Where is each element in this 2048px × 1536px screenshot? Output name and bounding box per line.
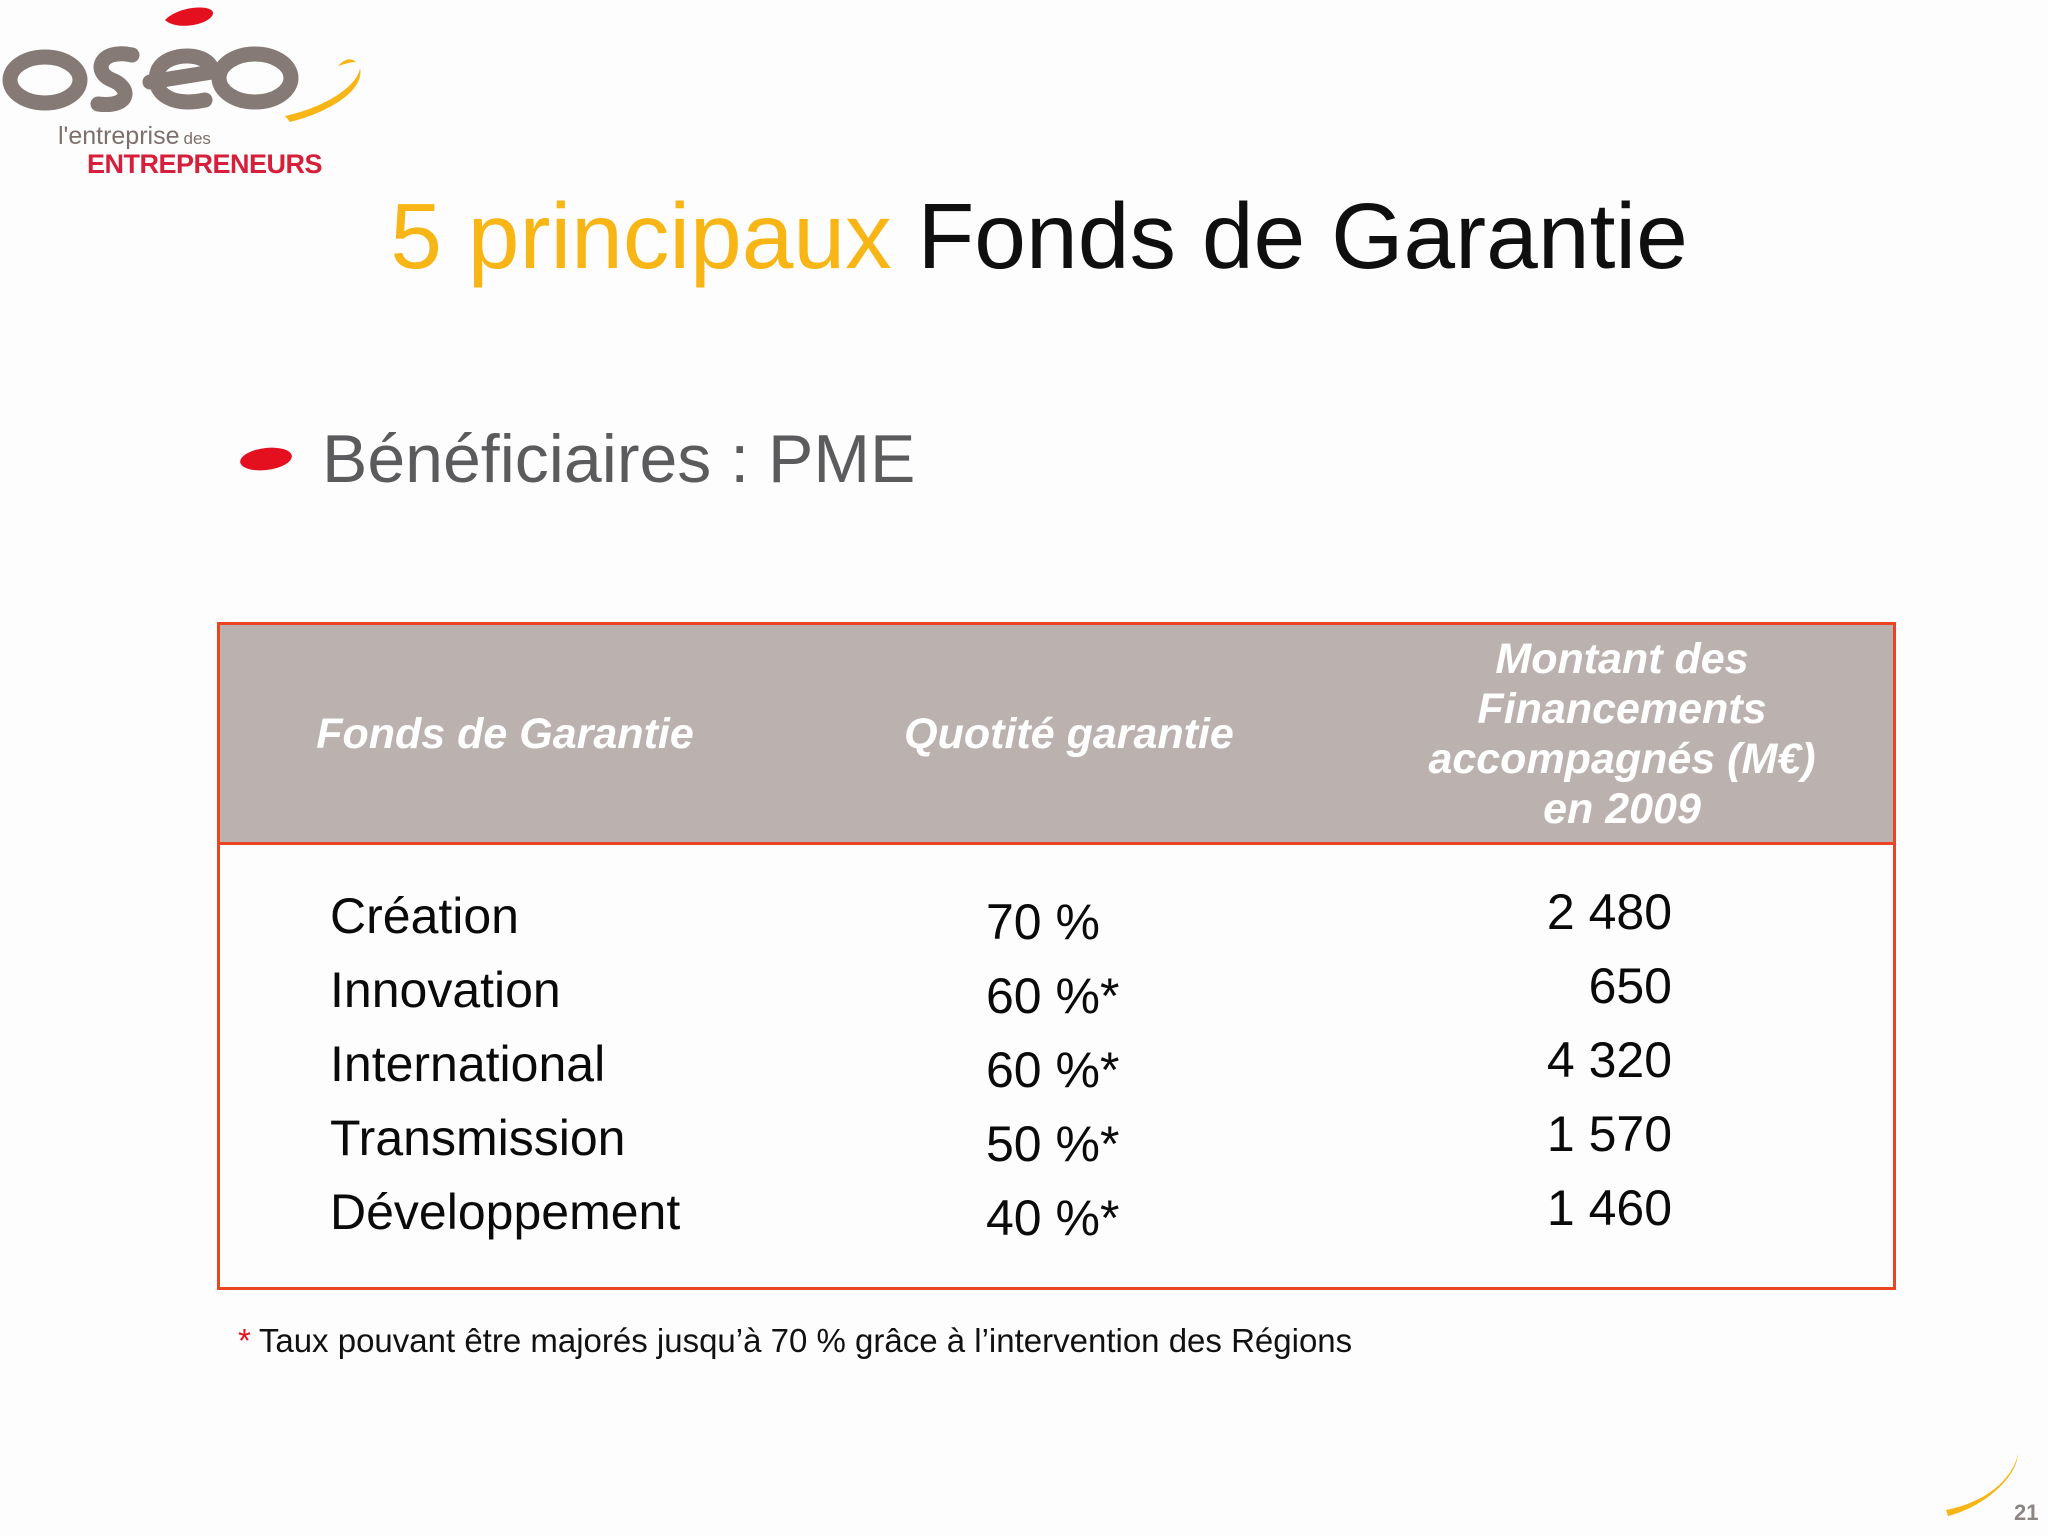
slide-title-accent: 5 principaux xyxy=(390,184,892,288)
logo-subline: ENTREPRENEURS xyxy=(87,149,323,179)
bullet-marker-icon xyxy=(239,445,293,473)
amount-cell: 650 xyxy=(1588,958,1672,1014)
table-header xyxy=(220,625,1893,845)
table-row xyxy=(220,958,1893,1035)
footnote-asterisk: * xyxy=(238,1322,251,1359)
rate-cell: 50 %* xyxy=(986,1116,1120,1172)
amount-cell: 4 320 xyxy=(1546,1032,1672,1088)
logo-tagline: l'entreprise des xyxy=(58,122,211,150)
table-row xyxy=(220,1106,1893,1183)
fund-name-cell: Innovation xyxy=(330,962,561,1018)
page-number: 21 xyxy=(2014,1500,2039,1525)
amount-cell: 1 570 xyxy=(1546,1106,1672,1162)
rate-cell: 40 %* xyxy=(986,1190,1120,1246)
rate-cell: 60 %* xyxy=(986,1042,1120,1098)
oseo-wordmark-graphic xyxy=(0,0,380,130)
slide-title xyxy=(0,185,2048,287)
fund-name-cell: Développement xyxy=(330,1184,681,1240)
header-guarantee-rate: Quotité garantie xyxy=(904,709,1234,758)
header-financing-amount: Montant des Financements accompagnés (M€) en 2009 xyxy=(1428,634,1816,833)
table-row xyxy=(220,884,1893,961)
footnote xyxy=(238,1322,1352,1360)
rate-cell: 60 %* xyxy=(986,968,1120,1024)
fund-name-cell: International xyxy=(330,1036,606,1092)
table-row xyxy=(220,1032,1893,1109)
bullet-point xyxy=(240,420,915,498)
funds-table xyxy=(217,622,1896,1290)
amount-cell: 1 460 xyxy=(1546,1180,1672,1236)
fund-name-cell: Création xyxy=(330,888,519,944)
amount-cell: 2 480 xyxy=(1546,884,1672,940)
footnote-text: Taux pouvant être majorés jusqu’à 70 % grâce à l’intervention des Régions xyxy=(258,1322,1353,1359)
table-body xyxy=(220,845,1893,1287)
oseo-logo xyxy=(0,0,380,185)
fund-name-cell: Transmission xyxy=(330,1110,626,1166)
header-fund-name: Fonds de Garantie xyxy=(316,709,694,758)
bullet-text: Bénéficiaires : PME xyxy=(322,421,916,497)
rate-cell: 70 % xyxy=(986,894,1100,950)
slide-title-main: Fonds de Garantie xyxy=(917,184,1688,288)
table-row xyxy=(220,1180,1893,1257)
